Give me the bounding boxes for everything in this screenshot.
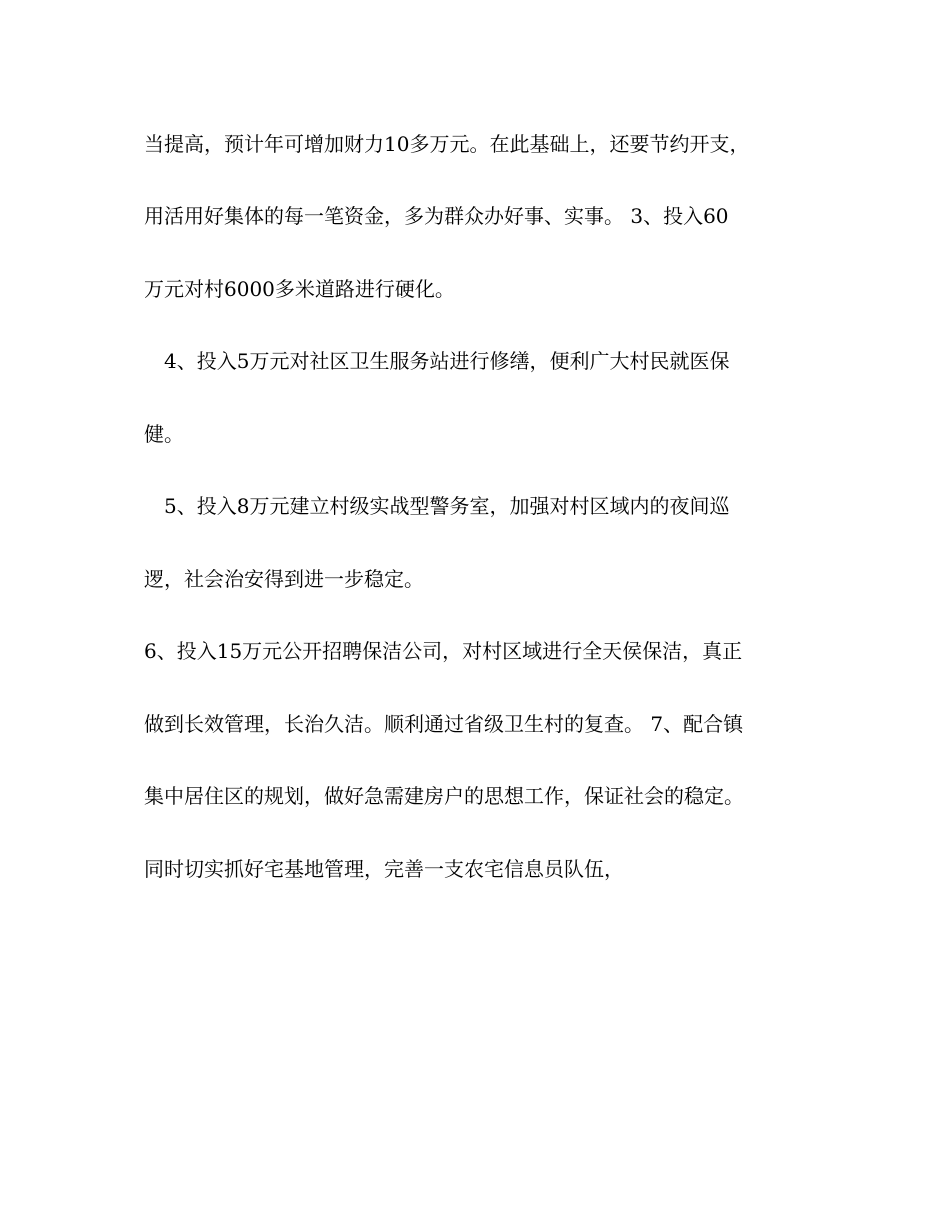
text-line-8: 6、投入15万元公开招聘保洁公司，对村区域进行全天侯保洁，真正 bbox=[144, 639, 743, 663]
text-line-2: 用活用好集体的每一笔资金，多为群众办好事、实事。 3、投入60 bbox=[144, 204, 729, 228]
text-line-6: 5、投入8万元建立村级实战型警务室，加强对村区域内的夜间巡 bbox=[164, 494, 730, 518]
text-line-5: 健。 bbox=[144, 422, 184, 446]
text-line-3: 万元对村6000多米道路进行硬化。 bbox=[144, 277, 455, 301]
text-line-4: 4、投入5万元对社区卫生服务站进行修缮，便利广大村民就医保 bbox=[164, 349, 730, 373]
text-line-9: 做到长效管理，长治久洁。顺利通过省级卫生村的复查。 7、配合镇 bbox=[144, 712, 744, 736]
text-line-11: 同时切实抓好宅基地管理，完善一支农宅信息员队伍， bbox=[144, 857, 624, 881]
text-line-7: 逻，社会治安得到进一步稳定。 bbox=[144, 567, 424, 591]
text-line-10: 集中居住区的规划，做好急需建房户的思想工作，保证社会的稳定。 bbox=[144, 784, 744, 808]
text-line-1: 当提高，预计年可增加财力10多万元。在此基础上，还要节约开支， bbox=[144, 132, 750, 156]
